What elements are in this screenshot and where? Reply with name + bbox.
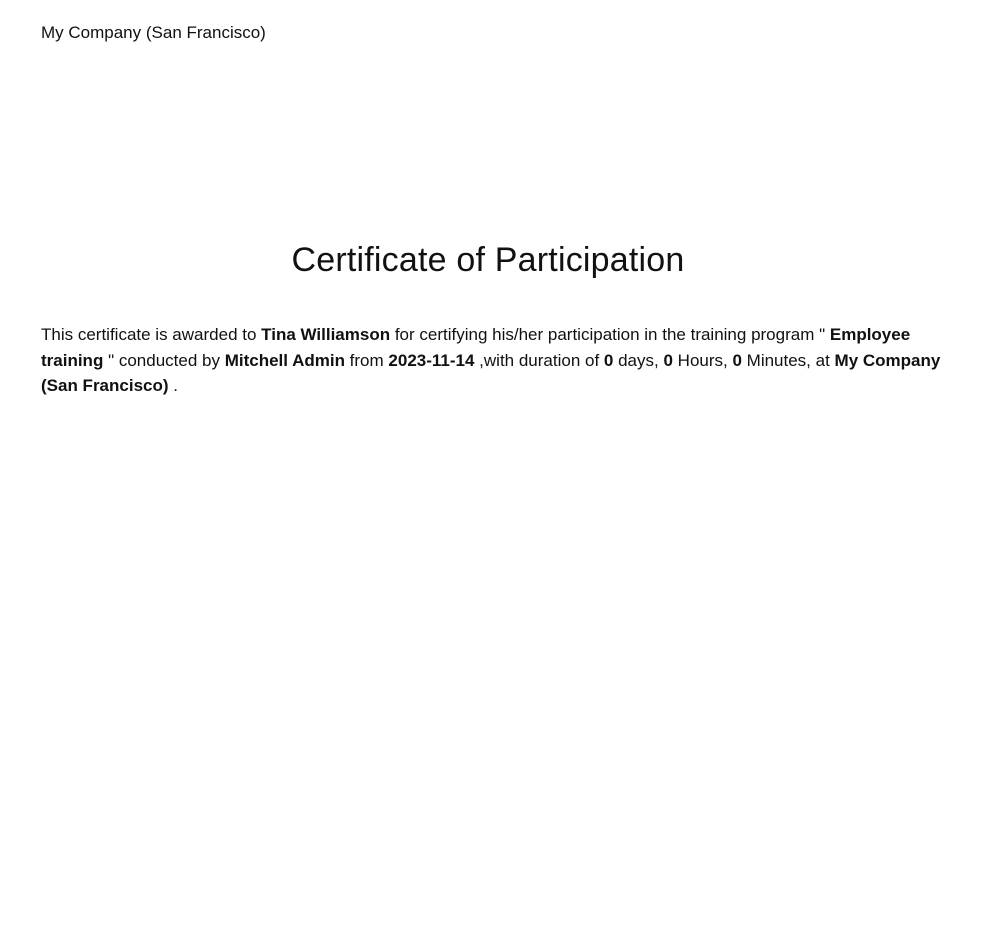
certificate-text-days: days,: [613, 350, 664, 370]
training-date: 2023-11-14: [388, 350, 475, 370]
certificate-text-end: .: [168, 376, 178, 395]
certificate-text-duration: ,with duration of: [474, 350, 604, 370]
certificate-text: [41, 322, 941, 399]
employee-name: Tina Williamson: [261, 325, 391, 344]
training-location: My Company (San Francisco): [41, 350, 941, 395]
certificate-text-minutes: Minutes, at: [741, 350, 835, 370]
conducted-by-name: Mitchell Admin: [224, 350, 345, 370]
certificate-text-hours: Hours,: [672, 350, 733, 370]
certificate-text-conducted: " conducted by: [103, 350, 225, 370]
duration-minutes: 0: [732, 350, 742, 370]
certificate-text-participation: for certifying his/her participation in the training program ": [390, 325, 830, 344]
certificate-title: Certificate of Participation: [291, 241, 685, 279]
duration-days: 0: [603, 350, 614, 370]
certificate-text-from: from: [344, 350, 389, 370]
duration-hours: 0: [663, 350, 673, 370]
training-program-name: Employee training: [41, 325, 911, 370]
certificate-text-intro: This certificate is awarded to: [41, 325, 262, 344]
company-name-header: My Company (San Francisco): [41, 23, 266, 42]
